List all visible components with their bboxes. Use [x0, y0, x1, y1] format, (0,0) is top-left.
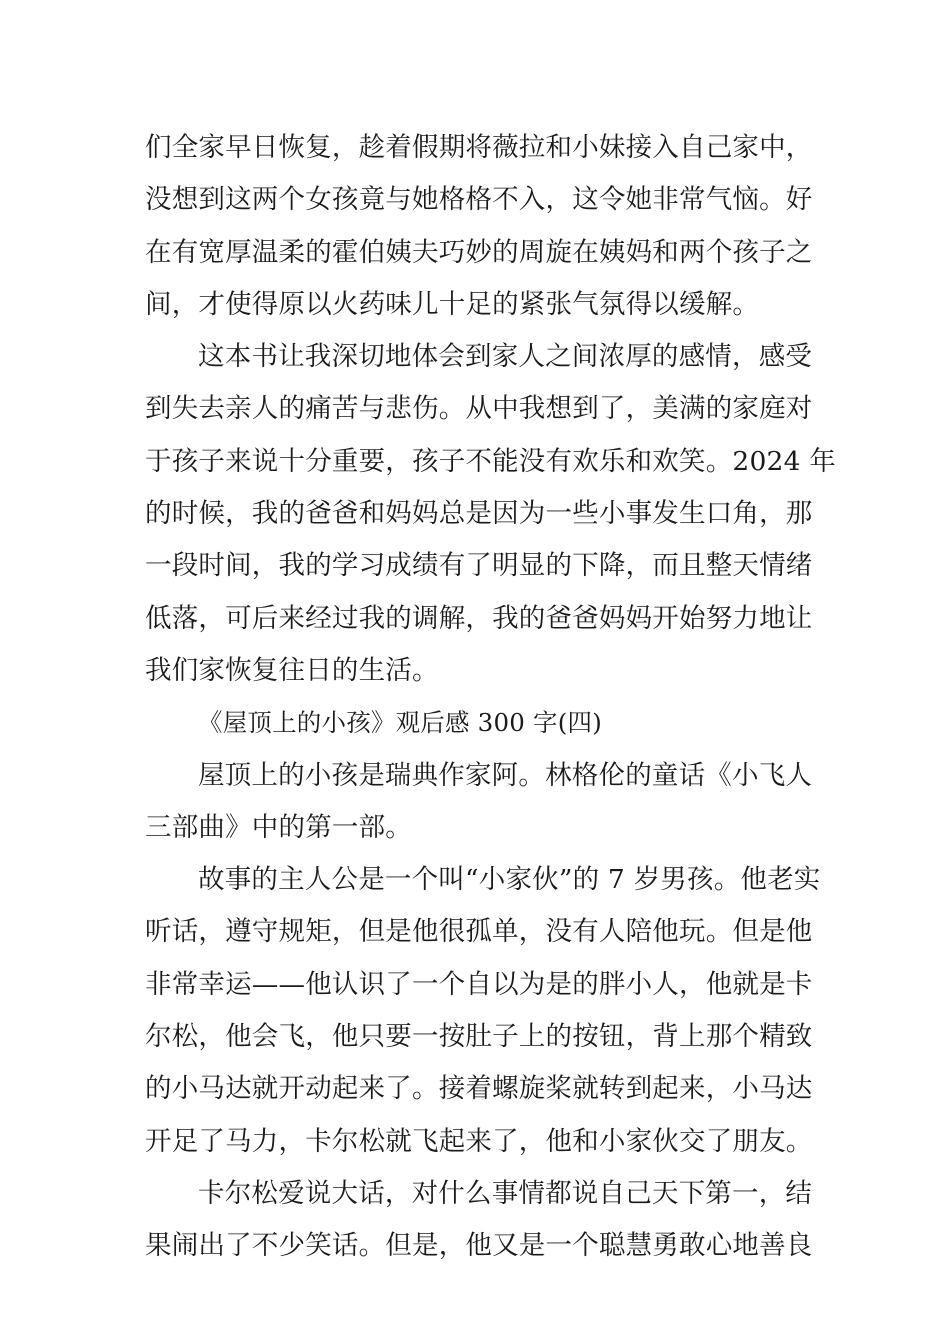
text-line: 一段时间，我的学习成绩有了明显的下降，而且整天情绪 [145, 550, 813, 582]
text-line: 的小马达就开动起来了。接着螺旋桨就转到起来，小马达 [145, 1073, 813, 1105]
body-text [145, 122, 836, 1273]
text-line: 果闹出了不少笑话。但是，他又是一个聪慧勇敢心地善良 [145, 1230, 813, 1262]
text-line: 没想到这两个女孩竟与她格格不入，这令她非常气恼。好 [145, 184, 813, 216]
text-line: 开足了马力，卡尔松就飞起来了，他和小家伙交了朋友。 [145, 1125, 813, 1157]
text-line: 于孩子来说十分重要，孩子不能没有欢乐和欢笑。2024 年 [145, 445, 836, 477]
section-heading: 《屋顶上的小孩》观后感 300 字(四) [198, 708, 602, 738]
text-line: 在有宽厚温柔的霍伯姨夫巧妙的周旋在姨妈和两个孩子之 [145, 236, 813, 268]
text-line: 非常幸运——他认识了一个自以为是的胖小人，他就是卡 [145, 968, 813, 1000]
text-line: 这本书让我深切地体会到家人之间浓厚的感情，感受 [198, 341, 813, 373]
text-line: 卡尔松爱说大话，对什么事情都说自己天下第一，结 [198, 1177, 813, 1209]
text-line: 屋顶上的小孩是瑞典作家阿。林格伦的童话《小飞人 [198, 759, 813, 791]
text-line: 间，才使得原以火药味儿十足的紧张气氛得以缓解。 [145, 288, 760, 320]
text-line: 们全家早日恢复，趁着假期将薇拉和小妹接入自己家中， [145, 132, 813, 163]
text-line: 故事的主人公是一个叫“小家伙”的 7 岁男孩。他老实 [198, 864, 821, 896]
text-line: 尔松，他会飞，他只要一按肚子上的按钮，背上那个精致 [145, 1021, 813, 1053]
text-line: 三部曲》中的第一部。 [145, 811, 412, 843]
text-line: 的时候，我的爸爸和妈妈总是因为一些小事发生口角，那 [145, 498, 813, 530]
text-line: 听话，遵守规矩，但是他很孤单，没有人陪他玩。但是他 [145, 916, 813, 948]
text-line: 我们家恢复往日的生活。 [145, 654, 439, 686]
text-line: 低落，可后来经过我的调解，我的爸爸妈妈开始努力地让 [145, 602, 813, 634]
text-line: 到失去亲人的痛苦与悲伤。从中我想到了，美满的家庭对 [145, 393, 813, 425]
